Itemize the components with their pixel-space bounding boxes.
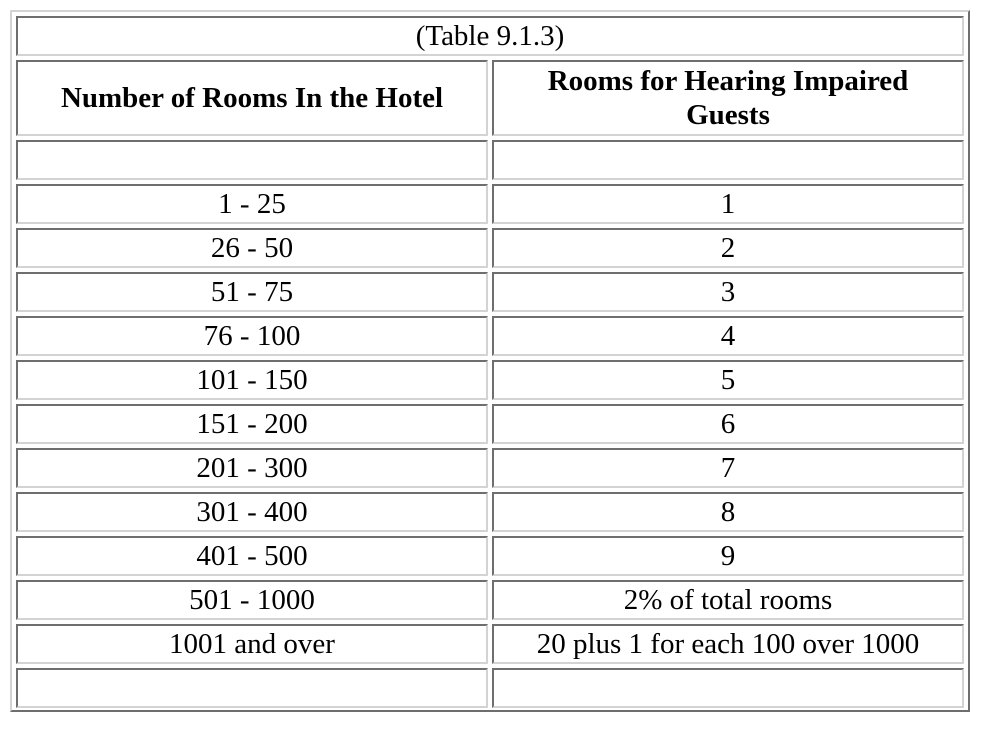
table-cell: 3 bbox=[492, 272, 964, 312]
table-cell: 101 - 150 bbox=[16, 360, 488, 400]
table-cell bbox=[492, 668, 964, 708]
table-cell: 76 - 100 bbox=[16, 316, 488, 356]
table-cell: 20 plus 1 for each 100 over 1000 bbox=[492, 624, 964, 664]
table-cell: 8 bbox=[492, 492, 964, 532]
header-rooms-hearing-impaired: Rooms for Hearing Impaired Guests bbox=[492, 60, 964, 136]
table-cell: 151 - 200 bbox=[16, 404, 488, 444]
table-caption: (Table 9.1.3) bbox=[16, 16, 964, 56]
table-cell: 26 - 50 bbox=[16, 228, 488, 268]
table-cell: 7 bbox=[492, 448, 964, 488]
table-cell bbox=[16, 668, 488, 708]
table-cell: 401 - 500 bbox=[16, 536, 488, 576]
table-cell: 2% of total rooms bbox=[492, 580, 964, 620]
table-cell: 201 - 300 bbox=[16, 448, 488, 488]
table-cell: 5 bbox=[492, 360, 964, 400]
table-cell: 501 - 1000 bbox=[16, 580, 488, 620]
table-cell: 51 - 75 bbox=[16, 272, 488, 312]
table-cell: 1001 and over bbox=[16, 624, 488, 664]
hearing-impaired-rooms-table bbox=[10, 10, 970, 712]
table-cell: 2 bbox=[492, 228, 964, 268]
table-cell: 301 - 400 bbox=[16, 492, 488, 532]
table-cell: 6 bbox=[492, 404, 964, 444]
table-cell bbox=[492, 140, 964, 180]
table-cell: 9 bbox=[492, 536, 964, 576]
table-cell: 1 - 25 bbox=[16, 184, 488, 224]
table-cell: 1 bbox=[492, 184, 964, 224]
table-cell: 4 bbox=[492, 316, 964, 356]
table-cell bbox=[16, 140, 488, 180]
header-number-of-rooms: Number of Rooms In the Hotel bbox=[16, 60, 488, 136]
